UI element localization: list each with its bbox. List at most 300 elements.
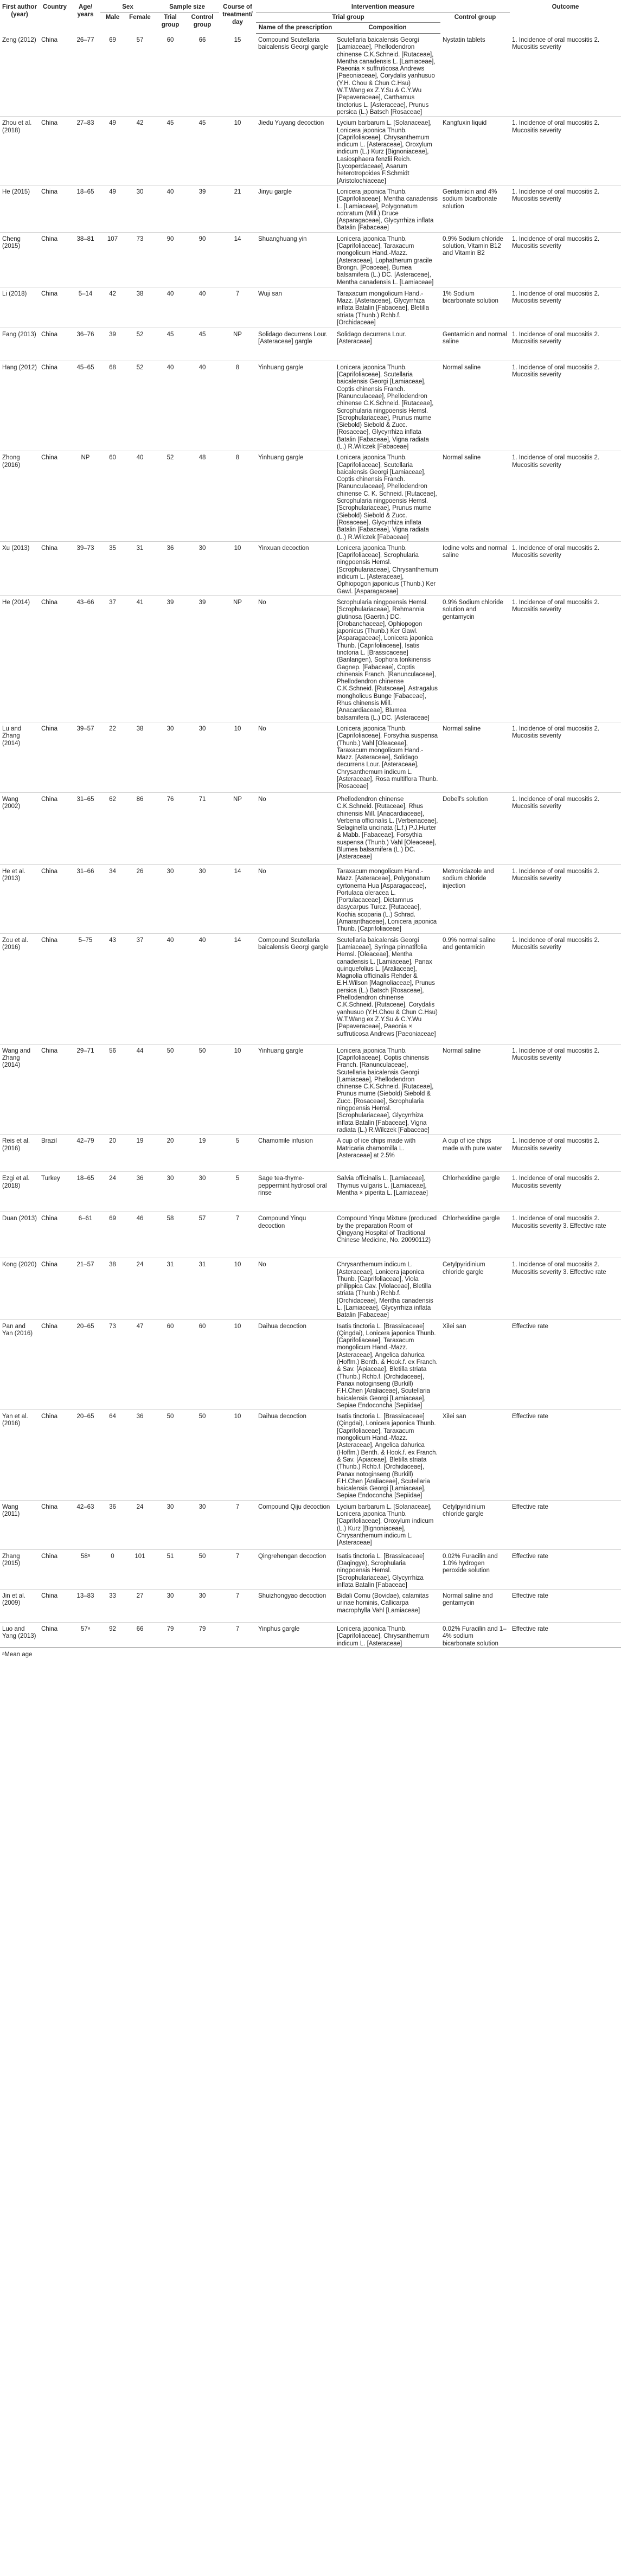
table-row — [0, 1172, 621, 1212]
row-age: 36–76 — [76, 331, 94, 338]
row-composition: Scutellaria baicalensis Georgi [Lamiaceae], Syringa pinnatifolia Hemsl. [Oleaceae], Mentha canadensis L. [Lamiaceae], Panax quinquefolius L. [Araliaceae], Magnolia officinalis Rehder & E.H.Wilson [Magnoliaceae], Prunus persica (L.) Batsch [Rosaceae], Phellodendron chinense C.K.Schneid. [Rutaceae], Corydalis yanhusuo (Y.H.Chou & Chun C.Hsu) W.T.Wang ex Z.Y.Su & C.Y.Wu [Papaveraceae], Paeonia × suffruticosa Andrews [Paeoniaceae] — [337, 937, 438, 1037]
table-row — [0, 1044, 621, 1135]
row-age: 42–79 — [76, 1138, 94, 1145]
row-male: 24 — [109, 1175, 116, 1182]
row-trial-n: 52 — [167, 454, 174, 462]
row-control-measure: 0.9% Sodium chloride solution and gentamycin — [443, 599, 503, 620]
header-sex: Sex — [100, 0, 155, 12]
table-body — [0, 34, 621, 1648]
row-age: 58ᵃ — [80, 1553, 91, 1560]
row-age: 27–83 — [76, 120, 94, 127]
row-control-n: 45 — [199, 331, 206, 338]
row-age: 31–66 — [76, 868, 94, 875]
row-control-n: 30 — [199, 1593, 206, 1600]
row-course: 14 — [234, 868, 241, 875]
row-control-n: 31 — [199, 1261, 206, 1268]
row-composition: Isatis tinctoria L. [Brassicaceae] (Daqingye), Scrophularia ningpoensis Hemsl. [Scrophulariaceae], Glycyrrhiza inflata Batalin [Fabaceae] — [337, 1553, 425, 1588]
row-country: China — [41, 599, 58, 606]
row-male: 60 — [109, 454, 116, 462]
row-prescription-name: Yinxuan decoction — [258, 544, 309, 552]
row-prescription-name: Chamomile infusion — [258, 1138, 313, 1145]
row-age: 45–65 — [76, 364, 94, 371]
row-composition: Taraxacum mongolicum Hand.-Mazz. [Asteraceae], Polygonatum cyrtonema Hua [Asparagaceae], Portulaca oleracea L. [Portulacaceae], Dictamnus dasycarpus Turcz. [Rutaceae], Kochia scoparia (L.) Schrad. [Amaranthaceae], Lonicera japonica Thunb. [Caprifoliaceae] — [337, 868, 437, 933]
row-male: 68 — [109, 364, 116, 371]
row-outcome: 1. Incidence of oral mucositis 2. Mucositis severity — [512, 120, 600, 134]
row-female: 36 — [136, 1413, 144, 1420]
table-row — [0, 117, 621, 185]
row-composition: Lonicera japonica Thunb. [Caprifoliaceae], Forsythia suspensa (Thunb.) Vahl [Oleaceae], Taraxacum mongolicum Hand.-Mazz. [Asteraceae], Solidago decurrens Lour. [Asteraceae], Chrysanthemum indicum L. [Asteraceae], Rosa multiflora Thunb. [Rosaceae] — [337, 725, 438, 790]
row-female: 30 — [136, 188, 144, 195]
row-prescription-name: Solidago decurrens Lour. [Asteraceae] gargle — [258, 331, 328, 345]
row-male: 33 — [109, 1593, 116, 1600]
row-country: China — [41, 1593, 58, 1600]
row-trial-n: 36 — [167, 544, 174, 552]
row-course: 21 — [234, 188, 241, 195]
row-control-measure: Kangfuxin liquid — [443, 120, 487, 127]
row-course: 14 — [234, 235, 241, 242]
row-outcome: 1. Incidence of oral mucositis 2. Mucositis severity — [512, 454, 600, 469]
row-prescription-name: Jiedu Yuyang decoction — [258, 120, 324, 127]
row-female: 38 — [136, 290, 144, 297]
row-outcome: 1. Incidence of oral mucositis 2. Mucositis severity — [512, 725, 600, 740]
table-row — [0, 34, 621, 117]
row-composition: Lonicera japonica Thunb. [Caprifoliaceae], Taraxacum mongolicum Hand.-Mazz. [Asteraceae], Lophatherum gracile Brongn. [Poaceae], Bumea balsamifera (L.) DC. [Asteraceae], Mentha canadensis L. [Lamiaceae] — [337, 235, 434, 286]
row-age: 21–57 — [76, 1261, 94, 1268]
row-prescription-name: Daihua decoction — [258, 1323, 306, 1330]
row-author: Wang and Zhang (2014) — [2, 1047, 30, 1069]
row-outcome: Effective rate — [512, 1553, 548, 1560]
row-male: 20 — [109, 1138, 116, 1145]
row-trial-n: 79 — [167, 1626, 174, 1633]
row-composition: Phellodendron chinense C.K.Schneid. [Rutaceae], Rhus chinensis Mill. [Anacardiaceae], Verbena officinalis L. [Verbenaceae], Selaginella uncinata (L.f.) P.J.Hurter & Mabb. [Fabaceae], Forsythia suspensa (Thunb.) Vahl [Oleaceae], Blumea balsamifera (L.) DC. [Asteraceae] — [337, 796, 438, 861]
row-outcome: 1. Incidence of oral mucositis 2. Mucositis severity — [512, 1047, 600, 1061]
row-male: 69 — [109, 1215, 116, 1222]
row-female: 40 — [136, 454, 144, 462]
table-row — [0, 1319, 621, 1410]
row-country: China — [41, 364, 58, 371]
row-male: 43 — [109, 937, 116, 944]
row-prescription-name: No — [258, 1261, 266, 1268]
row-female: 46 — [136, 1215, 144, 1222]
row-composition: Lycium barbarum L. [Solanaceae], Lonicera japonica Thunb. [Caprifoliaceae], Oroxylum indicum (L.) Kurz [Bignoniaceae], Chrysanthemum indicum L. [Asteraceae] — [337, 1503, 434, 1547]
row-female: 27 — [136, 1593, 144, 1600]
row-course: 5 — [235, 1175, 240, 1182]
row-course: 10 — [234, 544, 241, 552]
row-author: Wang (2002) — [2, 796, 21, 810]
row-control-measure: Normal saline — [443, 1047, 481, 1054]
row-prescription-name: Qingrehengan decoction — [258, 1553, 326, 1560]
table-header — [0, 0, 621, 34]
row-control-n: 57 — [199, 1215, 206, 1222]
row-composition: Salvia officinalis L. [Lamiaceae], Thymus vulgaris L. [Lamiaceae], Mentha × piperita L. [Lamiaceae] — [337, 1175, 428, 1196]
header-country: Country — [42, 4, 67, 10]
table-row — [0, 722, 621, 792]
row-control-n: 30 — [199, 725, 206, 732]
row-author: He (2015) — [2, 188, 30, 195]
row-male: 0 — [111, 1553, 114, 1560]
row-trial-n: 76 — [167, 796, 174, 803]
row-control-measure: Normal saline — [443, 364, 481, 371]
row-female: 38 — [136, 725, 144, 732]
row-prescription-name: No — [258, 868, 266, 875]
row-prescription-name: Compound Qiju decoction — [258, 1503, 330, 1510]
row-author: Xu (2013) — [2, 544, 30, 552]
row-control-n: 19 — [199, 1138, 206, 1145]
row-female: 24 — [136, 1503, 144, 1510]
row-control-measure: 0.9% Sodium chloride solution, Vitamin B12 and Vitamin B2 — [443, 235, 503, 257]
row-control-n: 30 — [199, 1503, 206, 1510]
row-course: 7 — [235, 290, 240, 297]
row-trial-n: 40 — [167, 937, 174, 944]
row-author: He et al. (2013) — [2, 868, 25, 882]
header-outcome: Outcome — [552, 4, 579, 10]
row-control-n: 50 — [199, 1413, 206, 1420]
row-course: 10 — [234, 725, 241, 732]
table-row — [0, 1258, 621, 1319]
row-composition: Bidali Comu (Bovidae), calamitas urinae hominis, Callicarpa macrophylla Vahl [Lamiaceae] — [337, 1593, 429, 1614]
row-age: 39–73 — [76, 544, 94, 552]
row-course: 14 — [234, 937, 241, 944]
row-control-measure: Xilei san — [443, 1323, 466, 1330]
row-author: Pan and Yan (2016) — [2, 1323, 33, 1337]
row-control-n: 40 — [199, 364, 206, 371]
row-control-measure: Gentamicin and normal saline — [443, 331, 507, 345]
row-control-n: 66 — [199, 36, 206, 43]
row-author: Lu and Zhang (2014) — [2, 725, 22, 747]
row-male: 107 — [107, 235, 118, 242]
row-prescription-name: Yinhuang gargle — [258, 364, 304, 371]
row-male: 49 — [109, 120, 116, 127]
row-author: Luo and Yang (2013) — [2, 1626, 36, 1640]
table-row — [0, 1410, 621, 1501]
row-country: China — [41, 1626, 58, 1633]
row-course: 10 — [234, 1261, 241, 1268]
row-outcome: 1. Incidence of oral mucositis 2. Mucositis severity — [512, 36, 600, 50]
row-trial-n: 30 — [167, 725, 174, 732]
row-outcome: 1. Incidence of oral mucositis 2. Mucositis severity — [512, 796, 600, 810]
row-prescription-name: Compound Scutellaria baicalensis Georgi gargle — [258, 37, 329, 51]
row-male: 37 — [109, 599, 116, 606]
row-author: Cheng (2015) — [2, 235, 21, 250]
header-age: Age/ years — [77, 4, 94, 18]
row-trial-n: 60 — [167, 36, 174, 43]
row-outcome: 1. Incidence of oral mucositis 2. Mucositis severity — [512, 290, 600, 305]
row-outcome: Effective rate — [512, 1503, 548, 1510]
row-country: China — [41, 290, 58, 297]
row-composition: Taraxacum mongolicum Hand.-Mazz. [Asteraceae], Glycyrrhiza inflata Batalin [Fabaceae], Bletilla striata (Thunb.) Rchb.f. [Orchidaceae] — [337, 290, 430, 326]
row-prescription-name: Yinhuang gargle — [258, 454, 304, 462]
row-trial-n: 45 — [167, 120, 174, 127]
row-country: China — [41, 36, 58, 43]
row-control-n: 39 — [199, 599, 206, 606]
row-male: 69 — [109, 36, 116, 43]
row-male: 42 — [109, 290, 116, 297]
row-age: 57ᵃ — [80, 1626, 91, 1633]
row-trial-n: 30 — [167, 1503, 174, 1510]
row-course: 8 — [235, 364, 240, 371]
row-trial-n: 50 — [167, 1413, 174, 1420]
row-country: China — [41, 1503, 58, 1510]
row-female: 57 — [136, 36, 144, 43]
row-composition: Compound Yinqu Mixture (produced by the preparation Room of Qingyang Hospital of Traditional Chinese Medicine, No. 20090112) — [337, 1215, 437, 1244]
row-control-measure: Metronidazole and sodium chloride injection — [443, 868, 494, 889]
row-control-n: 45 — [199, 120, 206, 127]
row-outcome: 1. Incidence of oral mucositis 2. Mucositis severity — [512, 937, 600, 951]
row-trial-n: 40 — [167, 290, 174, 297]
row-country: China — [41, 544, 58, 552]
row-composition: Lonicera japonica Thunb. [Caprifoliaceae], Scrophularia ningpoensis Hemsl. [Scrophulariaceae], Chrysanthemum indicum L. [Asteraceae], Ophiopogon japonicus (Thunb.) Ker Gawl. [Asparagaceae] — [337, 544, 438, 595]
row-control-measure: Normal saline — [443, 725, 481, 732]
row-control-measure: Normal saline — [443, 454, 481, 462]
row-control-n: 50 — [199, 1047, 206, 1054]
row-course: 7 — [235, 1503, 240, 1510]
row-age: 18–65 — [76, 1175, 94, 1182]
row-author: Reis et al. (2016) — [2, 1138, 30, 1152]
row-control-n: 30 — [199, 1175, 206, 1182]
row-country: China — [41, 868, 58, 875]
row-control-measure: 1% Sodium bicarbonate solution — [443, 290, 498, 305]
row-male: 92 — [109, 1626, 116, 1633]
row-female: 73 — [136, 235, 144, 242]
row-age: 5–14 — [78, 290, 93, 297]
row-course: 7 — [235, 1593, 240, 1600]
row-country: China — [41, 235, 58, 242]
row-control-measure: Nystatin tablets — [443, 36, 485, 43]
row-control-measure: 0.02% Furacilin and 1.0% hydrogen peroxide solution — [443, 1553, 498, 1574]
row-female: 42 — [136, 120, 144, 127]
row-trial-n: 40 — [167, 364, 174, 371]
row-country: China — [41, 796, 58, 803]
row-control-measure: Dobell's solution — [443, 796, 488, 803]
row-outcome: 1. Incidence of oral mucositis 2. Mucositis severity — [512, 188, 600, 203]
row-author: Zhou et al. (2018) — [2, 120, 32, 134]
row-male: 62 — [109, 796, 116, 803]
row-male: 39 — [109, 331, 116, 338]
row-country: China — [41, 120, 58, 127]
row-female: 24 — [136, 1261, 144, 1268]
row-outcome: 1. Incidence of oral mucositis 2. Mucositis severity — [512, 331, 600, 345]
row-course: 7 — [235, 1626, 240, 1633]
row-prescription-name: Wuji san — [258, 290, 282, 297]
row-author: Zhong (2016) — [2, 454, 21, 469]
table-row — [0, 451, 621, 542]
row-outcome: 1. Incidence of oral mucositis 2. Mucositis severity — [512, 1175, 600, 1189]
row-prescription-name: Yinphus gargle — [258, 1626, 300, 1633]
table-row — [0, 1623, 621, 1648]
row-age: 18–65 — [76, 188, 94, 195]
row-prescription-name: No — [258, 796, 266, 803]
row-author: Duan (2013) — [2, 1215, 37, 1222]
row-age: 42–63 — [76, 1503, 94, 1510]
row-author: Ezgi et al. (2018) — [2, 1175, 30, 1189]
row-control-n: 30 — [199, 868, 206, 875]
row-control-measure: 0.02% Furacilin and 1–4% sodium bicarbonate solution — [443, 1626, 507, 1647]
row-control-measure: 0.9% normal saline and gentamicin — [443, 937, 496, 951]
row-country: China — [41, 725, 58, 732]
row-trial-n: 60 — [167, 1323, 174, 1330]
row-age: 26–77 — [76, 36, 94, 43]
row-control-n: 48 — [199, 454, 206, 462]
row-control-n: 90 — [199, 235, 206, 242]
row-outcome: 1. Incidence of oral mucositis 2. Mucositis severity — [512, 235, 600, 250]
row-composition: Lonicera japonica Thunb. [Caprifoliaceae], Mentha canadensis L. [Lamiaceae], Polygonatum odoratum (Mill.) Druce [Asparagaceae], Glycyrrhiza inflata Batalin [Fabaceae] — [337, 188, 438, 232]
row-trial-n: 20 — [167, 1138, 174, 1145]
row-control-measure: Cetylpyridinium chloride gargle — [443, 1503, 485, 1517]
row-female: 66 — [136, 1626, 144, 1633]
row-trial-n: 58 — [167, 1215, 174, 1222]
row-author: Kong (2020) — [2, 1261, 37, 1268]
row-course: NP — [233, 599, 242, 606]
row-prescription-name: No — [258, 725, 266, 732]
row-course: 7 — [235, 1215, 240, 1222]
row-age: 20–65 — [76, 1323, 94, 1330]
row-composition: Lonicera japonica Thunb. [Caprifoliaceae], Scutellaria baicalensis Georgi [Lamiaceae], Coptis chinensis Franch. [Ranunculaceae], Phellodendron chinense C.K.Schneid. [Rutaceae], Scrophularia ningpoensis Hemsl. [Scrophulariaceae], Prunus mume (Siebold) Siebold & Zucc. [Rosaceae], Glycyrrhiza inflata Batalin [Fabaceae], Vigna radiata (L.) R.Wilczek [Fabaceae] — [337, 364, 434, 450]
row-composition: Chrysanthemum indicum L. [Asteraceae], Lonicera japonica Thunb. [Caprifoliaceae], Viola philippica Cav. [Violaceae], Bletilla striata (Thunb.) Rchb.f. [Orchidaceae], Mentha canadensis L. [Lamiaceae], Glycyrrhiza inflata Batalin [Fabaceae] — [337, 1261, 433, 1319]
table-row — [0, 1590, 621, 1623]
row-trial-n: 45 — [167, 331, 174, 338]
row-composition: Isatis tinctoria L. [Brassicaceae] (Qingdai), Lonicera japonica Thunb. [Caprifoliaceae], Taraxacum mongolicum Hand.-Mazz. [Asteraceae], Angelica dahurica (Hoffm.) Benth. & Hook.f. ex Franch. & Sav. [Apiaceae], Bletilla striata (Thunb.) Rchb.f. [Orchidaceae], Panax notoginseng (Burkill) F.H.Chen [Araliaceae], Scutellaria baicalensis Georgi [Lamiaceae], Sepiae Endoconcha [Sepiidae] — [337, 1323, 438, 1409]
row-control-n: 79 — [199, 1626, 206, 1633]
row-control-n: 40 — [199, 937, 206, 944]
row-control-measure: Cetylpyridinium chloride gargle — [443, 1261, 485, 1276]
row-control-measure: A cup of ice chips made with pure water — [443, 1138, 502, 1152]
row-author: Fang (2013) — [2, 331, 36, 338]
row-trial-n: 31 — [167, 1261, 174, 1268]
row-author: Jin et al. (2009) — [2, 1593, 25, 1607]
header-composition: Composition — [335, 23, 440, 34]
row-country: Turkey — [41, 1175, 60, 1182]
table-row — [0, 595, 621, 722]
header-trial-group-sub: Trial group — [256, 12, 440, 23]
row-author: Wang (2011) — [2, 1503, 20, 1517]
row-outcome: 1. Incidence of oral mucositis 2. Mucositis severity 3. Effective rate — [512, 1215, 606, 1229]
row-outcome: 1. Incidence of oral mucositis 2. Mucositis severity — [512, 364, 600, 379]
row-prescription-name: Shuanghuang yin — [258, 235, 307, 242]
row-composition: Scutellaria baicalensis Georgi [Lamiaceae], Phellodendron chinense C.K.Schneid. [Rutaceae], Mentha canadensis L. [Lamiaceae], Paeonia × suffruticosa Andrews [Paeoniaceae], Corydalis yanhusuo (Y.H. Chou & Chun C.Hsu) W.T.Wang ex Z.Y.Su & C.Y.Wu [Papaveraceae], Carthamus tinctorius L. [Asteraceae], Prunus persica (L.) Batsch [Rosaceae] — [337, 37, 436, 116]
row-age: 5–75 — [78, 937, 93, 944]
row-country: China — [41, 937, 58, 944]
row-male: 35 — [109, 544, 116, 552]
row-age: 31–65 — [76, 796, 94, 803]
table-row — [0, 864, 621, 933]
row-trial-n: 51 — [167, 1553, 174, 1560]
row-control-measure: Iodine volts and normal saline — [443, 544, 507, 559]
row-age: 20–65 — [76, 1413, 94, 1420]
row-composition: Scrophularia ningpoensis Hemsl. [Scrophulariaceae], Rehmannia glutinosa (Gaertn.) DC. [Orobanchaceae], Ophiopogon japonicus (Thunb.) Ker Gawl. [Asparagaceae], Lonicera japonica Thunb. [Caprifoliaceae], Isatis tinctoria L. [Brassicaceae] (Banlangen), Sophora tonkinensis Gagnep. [Fabaceae], Coptis chinensis Franch. [Ranunculaceae], Phellodendron chinense C.K.Schneid. [Rutaceae], Astragalus mongholicus Bunge [Fabaceae], Rhus chinensis Mill. [Anacardiaceae], Blumea balsamifera (L.) DC. [Asteraceae] — [337, 599, 438, 721]
table-row — [0, 541, 621, 595]
row-prescription-name: Compound Yinqu decoction — [258, 1215, 306, 1229]
row-course: 5 — [235, 1138, 240, 1145]
table-row — [0, 232, 621, 287]
row-country: China — [41, 188, 58, 195]
row-country: Brazil — [41, 1138, 57, 1145]
row-composition: Isatis tinctoria L. [Brassicaceae] (Qingdai), Lonicera japonica Thunb. [Caprifoliaceae], Taraxacum mongolicum Hand.-Mazz. [Asteraceae], Angelica dahurica (Hoffm.) Benth. & Hook.f. ex Franch. & Sav. [Apiaceae], Bletilla striata (Thunb.) Rchb.f. [Orchidaceae], Panax notoginseng (Burkill) F.H.Chen [Araliaceae], Scutellaria baicalensis Georgi [Lamiaceae], Sepiae Endoconcha [Sepiidae] — [337, 1413, 438, 1500]
row-composition: Lonicera japonica Thunb. [Caprifoliaceae], Coptis chinensis Franch. [Ranunculaceae], Scutellaria baicalensis Georgi [Lamiaceae], Phellodendron chinense C.K.Schneid. [Rutaceae], Prunus mume (Siebold) Siebold & Zucc. [Rosaceae], Scrophularia ningpoensis Hemsl. [Scrophulariaceae], Glycyrrhiza inflata Batalin [Fabaceae], Vigna radiata (L.) R.Wilczek [Fabaceae] — [337, 1047, 434, 1133]
row-prescription-name: Shuizhongyao decoction — [258, 1593, 326, 1600]
row-female: 41 — [136, 599, 144, 606]
row-country: China — [41, 1215, 58, 1222]
row-age: 38–81 — [76, 235, 94, 242]
row-course: 10 — [234, 1047, 241, 1054]
row-male: 64 — [109, 1413, 116, 1420]
row-control-measure: Chlorhexidine gargle — [443, 1175, 500, 1182]
row-female: 47 — [136, 1323, 144, 1330]
table-row — [0, 328, 621, 361]
row-author: Yan et al. (2016) — [2, 1413, 28, 1427]
header-course: Course of treatment/ day — [222, 4, 253, 25]
row-male: 56 — [109, 1047, 116, 1054]
row-outcome: 1. Incidence of oral mucositis 2. Mucositis severity 3. Effective rate — [512, 1261, 606, 1276]
row-trial-n: 50 — [167, 1047, 174, 1054]
row-female: 36 — [136, 1175, 144, 1182]
row-age: 13–83 — [76, 1593, 94, 1600]
row-author: Li (2018) — [2, 290, 27, 297]
row-prescription-name: Sage tea-thyme-peppermint hydrosol oral rinse — [258, 1175, 327, 1196]
row-composition: A cup of ice chips made with Matricaria chamomilla L. [Asteraceae] at 2.5% — [337, 1138, 416, 1159]
table-row — [0, 1212, 621, 1258]
header-female: Female — [129, 14, 151, 21]
row-control-n: 71 — [199, 796, 206, 803]
row-male: 38 — [109, 1261, 116, 1268]
row-female: 101 — [135, 1553, 145, 1560]
row-composition: Lonicera japonica Thunb. [Caprifoliaceae], Chrysanthemum indicum L. [Asteraceae] — [337, 1626, 430, 1647]
header-intervention: Intervention measure — [256, 0, 510, 12]
row-trial-n: 90 — [167, 235, 174, 242]
row-female: 31 — [136, 544, 144, 552]
row-author: Zhang (2015) — [2, 1553, 21, 1567]
table-row — [0, 287, 621, 328]
row-outcome: 1. Incidence of oral mucositis 2. Mucositis severity — [512, 599, 600, 613]
row-author: He (2014) — [2, 599, 30, 606]
row-outcome: 1. Incidence of oral mucositis 2. Mucositis severity — [512, 868, 600, 882]
row-composition: Lonicera japonica Thunb. [Caprifoliaceae], Scutellaria baicalensis Georgi [Lamiaceae], Coptis chinensis Franch. [Ranunculaceae], Phellodendron chinense C. K. Schneid. [Rutaceae], Scrophularia ningpoensis Hemsl. [Scrophulariaceae], Prunus mume (Siebold) Siebold & Zucc. [Rosaceae], Glycyrrhiza inflata Batalin [Fabaceae], Vigna radiata (L.) R.Wilczek [Fabaceae] — [337, 454, 437, 541]
table-row — [0, 1135, 621, 1172]
row-female: 19 — [136, 1138, 144, 1145]
row-course: NP — [233, 331, 242, 338]
row-course: 7 — [235, 1553, 240, 1560]
row-control-measure: Gentamicin and 4% sodium bicarbonate solution — [443, 188, 497, 210]
row-prescription-name: Yinhuang gargle — [258, 1047, 304, 1054]
row-course: 10 — [234, 1413, 241, 1420]
row-control-n: 50 — [199, 1553, 206, 1560]
row-male: 34 — [109, 868, 116, 875]
row-age: 43–66 — [76, 599, 94, 606]
row-country: China — [41, 1261, 58, 1268]
row-course: 10 — [234, 1323, 241, 1330]
header-control-group-sub: Control group — [454, 14, 496, 21]
row-control-n: 60 — [199, 1323, 206, 1330]
row-composition: Solidago decurrens Lour. [Asteraceae] — [337, 331, 406, 345]
row-country: China — [41, 1413, 58, 1420]
row-female: 26 — [136, 868, 144, 875]
table-row — [0, 1500, 621, 1549]
row-outcome: Effective rate — [512, 1593, 548, 1600]
row-country: China — [41, 331, 58, 338]
row-age: 39–57 — [76, 725, 94, 732]
row-outcome: Effective rate — [512, 1323, 548, 1330]
row-course: NP — [233, 796, 242, 803]
row-female: 52 — [136, 364, 144, 371]
header-prescription-name: Name of the prescription — [256, 23, 335, 34]
row-control-n: 30 — [199, 544, 206, 552]
row-trial-n: 30 — [167, 1593, 174, 1600]
row-country: China — [41, 454, 58, 462]
row-outcome: Effective rate — [512, 1626, 548, 1633]
row-outcome: 1. Incidence of oral mucositis 2. Mucositis severity — [512, 544, 600, 559]
row-outcome: Effective rate — [512, 1413, 548, 1420]
row-control-n: 39 — [199, 188, 206, 195]
table-row — [0, 361, 621, 451]
